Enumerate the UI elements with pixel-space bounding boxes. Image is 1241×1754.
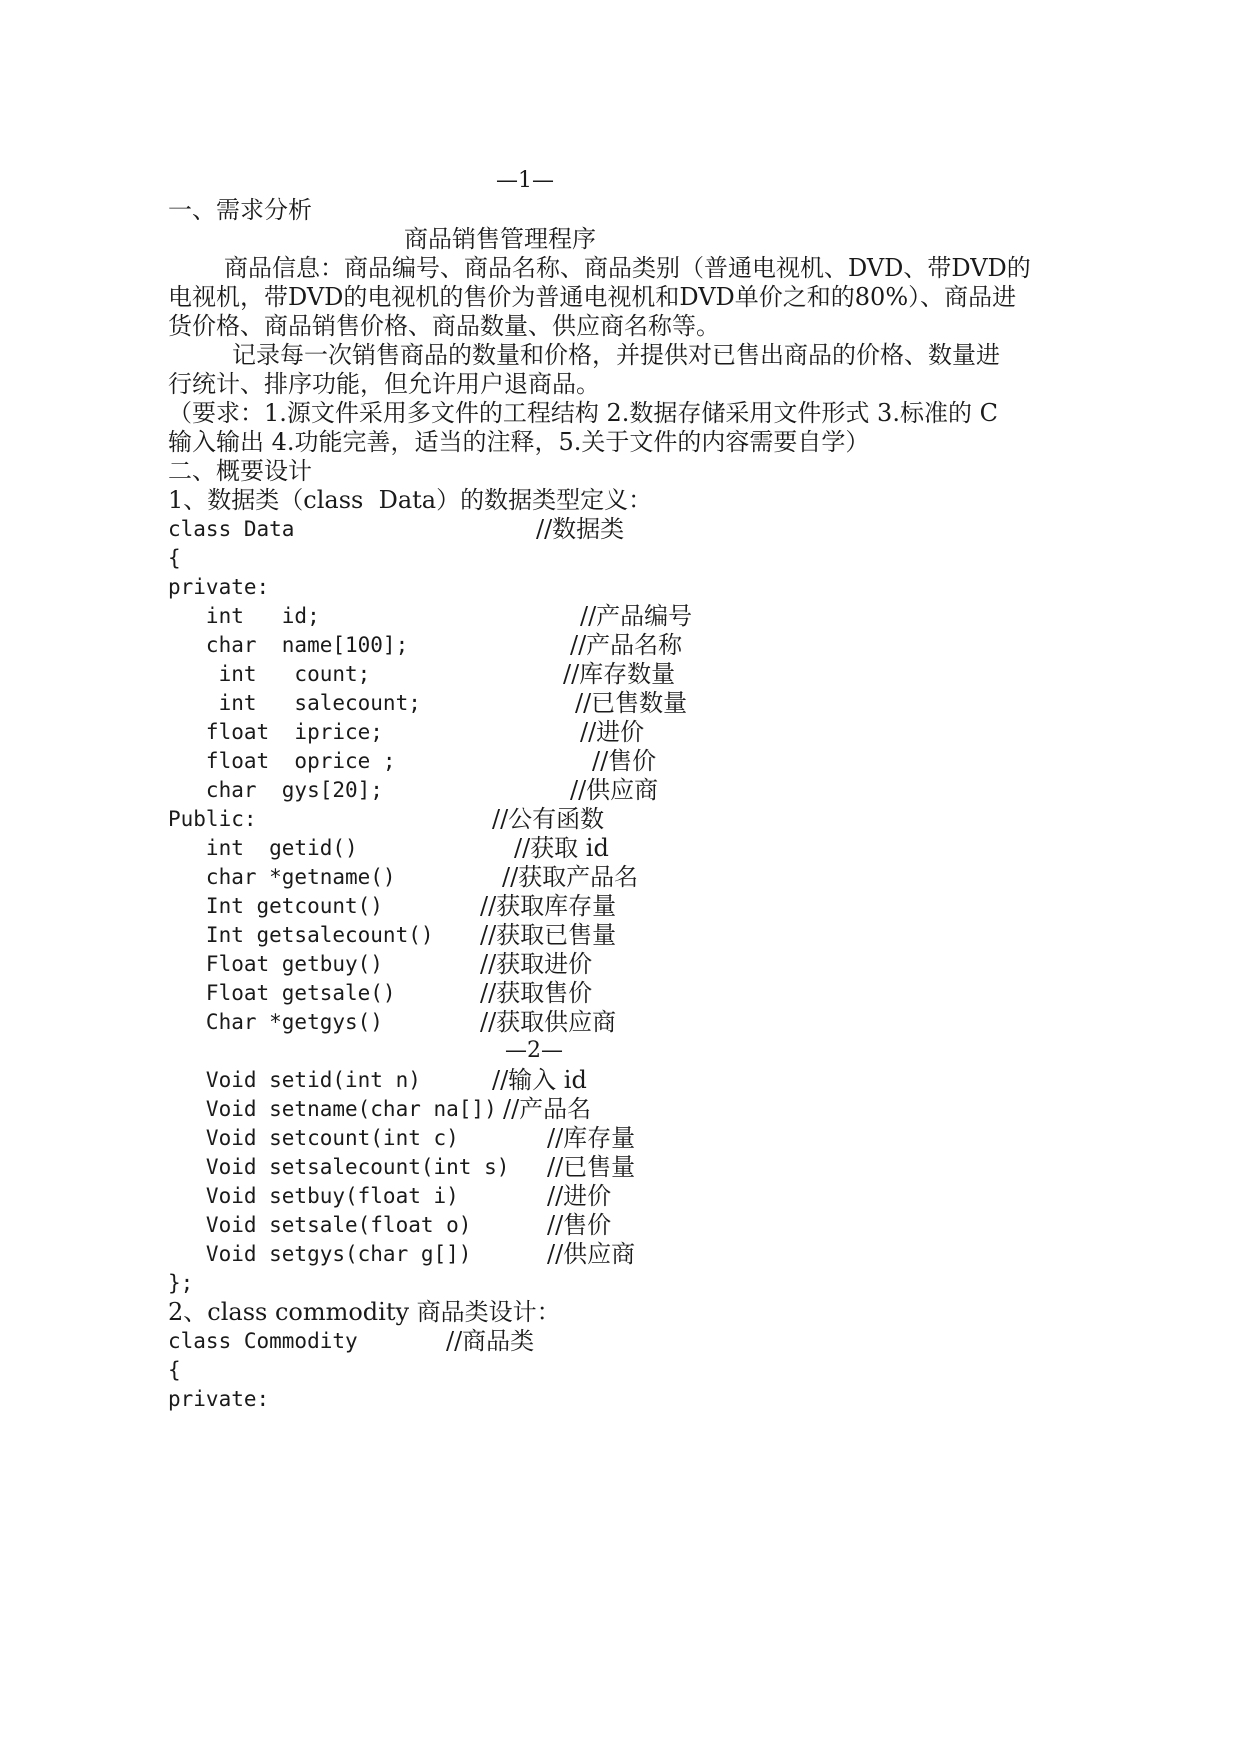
code-comment: //产品编号 (580, 602, 693, 630)
code-comment: //已售数量 (575, 689, 688, 717)
code-comment: //数据类 (536, 515, 625, 543)
paragraph-sales-record-line-2: 行统计、排序功能，但允许用户退商品。 (168, 370, 600, 398)
paragraph-product-info-line-2: 电视机，带DVD的电视机的售价为普通电视机和DVD单价之和的80%）、商品进 (168, 283, 1017, 311)
code-line: char name[100]; (168, 633, 409, 657)
code-comment: //获取已售量 (480, 921, 617, 949)
subsection-heading-data-class: 1、数据类（class Data）的数据类型定义： (168, 486, 653, 514)
code-comment: //售价 (547, 1211, 612, 1239)
code-line: char *getname() (168, 865, 396, 889)
section-heading-overview: 二、概要设计 (168, 457, 312, 485)
code-line: private: (168, 1387, 270, 1411)
section-heading-requirements: 一、需求分析 (168, 196, 312, 224)
code-comment: //库存量 (547, 1124, 636, 1152)
code-line: Void setsale(float o) (168, 1213, 472, 1237)
code-line: class Data (168, 517, 295, 541)
code-line: float oprice ; (168, 749, 396, 773)
code-line: Void setsalecount(int s) (168, 1155, 510, 1179)
code-line: Void setbuy(float i) (168, 1184, 459, 1208)
page-marker-1: —1— (496, 168, 554, 193)
code-comment: //获取产品名 (502, 863, 639, 891)
code-line: float iprice; (168, 720, 383, 744)
paragraph-sales-record-line-1: 记录每一次销售商品的数量和价格，并提供对已售出商品的价格、数量进 (232, 341, 1000, 369)
code-line: int getid() (168, 836, 358, 860)
code-comment: //输入 id (492, 1066, 587, 1094)
paragraph-product-info-line-3: 货价格、商品销售价格、商品数量、供应商名称等。 (168, 312, 720, 340)
code-comment: //售价 (592, 747, 657, 775)
subsection-heading-commodity-class: 2、class commodity 商品类设计： (168, 1298, 561, 1326)
code-comment: //获取进价 (480, 950, 593, 978)
code-comment: //获取供应商 (480, 1008, 617, 1036)
code-comment: //供应商 (547, 1240, 636, 1268)
code-comment: //产品名称 (570, 631, 683, 659)
code-comment: //进价 (580, 718, 645, 746)
page-marker-2: —2— (505, 1038, 563, 1063)
code-comment: //产品名 (503, 1095, 592, 1123)
code-line: char gys[20]; (168, 778, 383, 802)
code-comment: //获取库存量 (480, 892, 617, 920)
requirements-line-1: （要求：1.源文件采用多文件的工程结构 2.数据存储采用文件形式 3.标准的 C (168, 399, 998, 427)
code-line: int count; (168, 662, 371, 686)
code-comment: //获取售价 (480, 979, 593, 1007)
code-comment: //进价 (547, 1182, 612, 1210)
code-comment: //供应商 (570, 776, 659, 804)
code-line: Char *getgys() (168, 1010, 383, 1034)
code-line: { (168, 1358, 181, 1382)
code-line: Void setid(int n) (168, 1068, 421, 1092)
code-line: Float getbuy() (168, 952, 383, 976)
paragraph-product-info-line-1: 商品信息：商品编号、商品名称、商品类别（普通电视机、DVD、带DVD的 (224, 254, 1031, 282)
code-line: Void setcount(int c) (168, 1126, 459, 1150)
code-line: }; (168, 1271, 194, 1295)
code-line: private: (168, 575, 270, 599)
code-line: int id; (168, 604, 320, 628)
requirements-line-2: 输入输出 4.功能完善，适当的注释，5.关于文件的内容需要自学） (168, 428, 870, 456)
code-line: Public: (168, 807, 257, 831)
code-line: int salecount; (168, 691, 421, 715)
code-comment: //商品类 (446, 1327, 535, 1355)
code-comment: //库存数量 (563, 660, 676, 688)
code-line: Void setgys(char g[]) (168, 1242, 472, 1266)
code-line: Int getsalecount() (168, 923, 434, 947)
document-title: 商品销售管理程序 (404, 225, 596, 253)
code-line: Void setname(char na[]) (168, 1097, 497, 1121)
code-line: { (168, 546, 181, 570)
code-line: Float getsale() (168, 981, 396, 1005)
code-comment: //公有函数 (492, 805, 605, 833)
code-line: class Commodity (168, 1329, 358, 1353)
code-comment: //获取 id (514, 834, 609, 862)
code-comment: //已售量 (547, 1153, 636, 1181)
code-line: Int getcount() (168, 894, 383, 918)
